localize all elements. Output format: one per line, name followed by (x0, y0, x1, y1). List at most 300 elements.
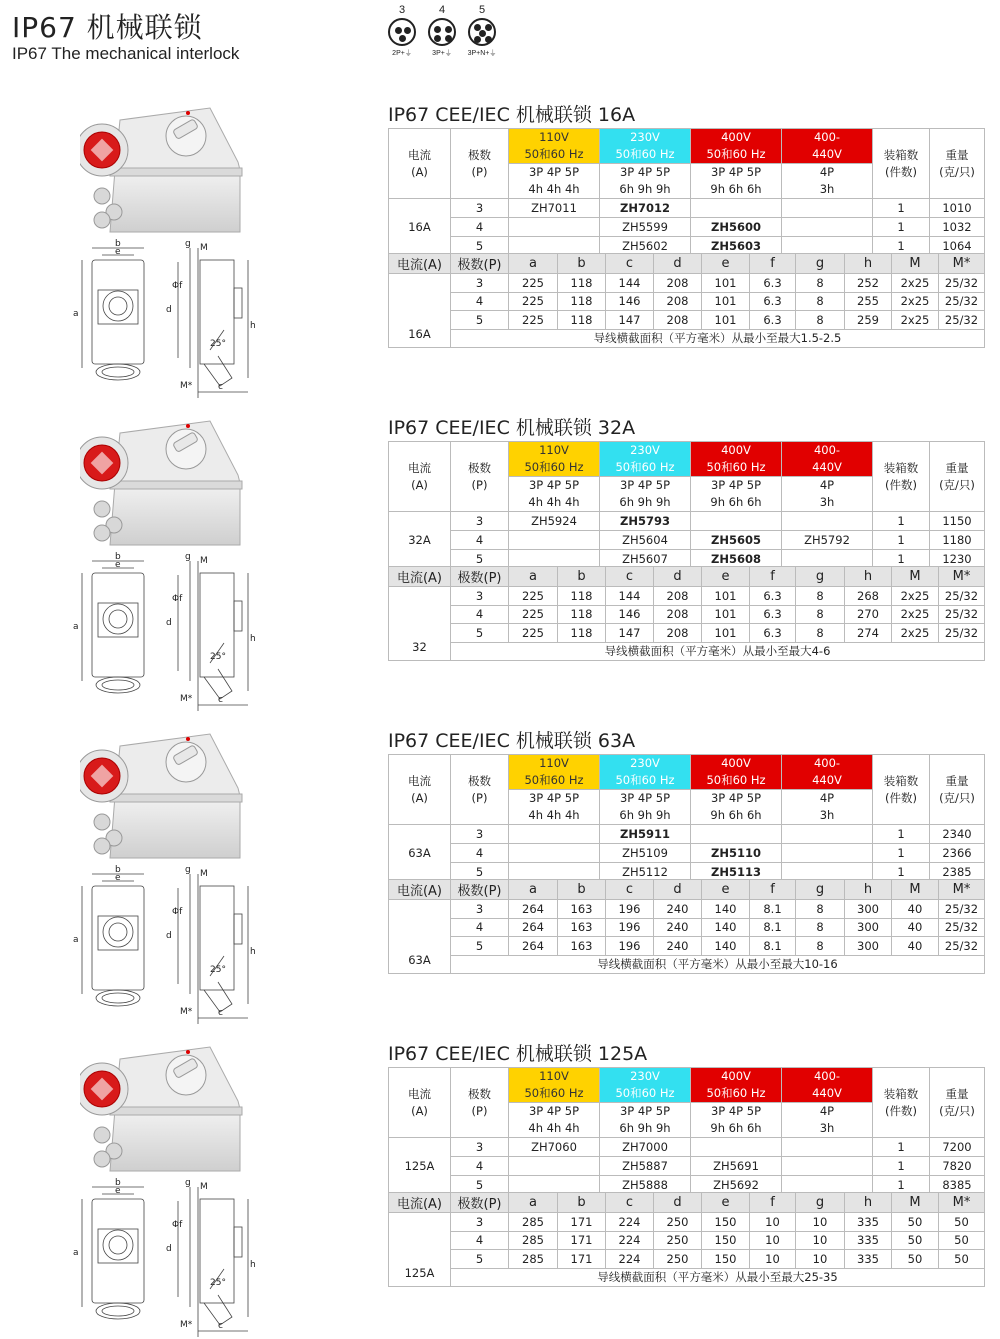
dim-value-c: 224 (606, 1213, 654, 1232)
poles-230: 3P 4P 5P 6h 9h 9h (600, 1103, 691, 1138)
dim-label-a: a (73, 309, 79, 319)
dim-poles-value: 5 (451, 311, 509, 330)
dim-value-g: 8 (796, 624, 845, 643)
model-400v (691, 199, 782, 218)
dim-label-b: b (115, 865, 121, 875)
dim-value-c: 147 (606, 311, 654, 330)
dimension-drawing (70, 238, 260, 398)
dim-label-m-star: M* (180, 1320, 193, 1330)
dim-poles-value: 5 (451, 624, 509, 643)
wire-cross-section: 导线横截面积（平方毫米）从最小至最大1.5-2.5 (451, 329, 985, 348)
dim-value-h: 335 (845, 1213, 892, 1232)
dim-col-c: c (606, 880, 654, 900)
dim-value-m-star: 25/32 (939, 624, 985, 643)
weight-value: 7200 (930, 1138, 985, 1157)
wire-cross-section: 导线横截面积（平方毫米）从最小至最大25-35 (451, 1268, 985, 1287)
dim-value-f: 8.1 (750, 918, 796, 937)
dim-label-c: c (218, 695, 223, 705)
dim-value-e: 150 (702, 1213, 750, 1232)
current-value: 63A (389, 825, 451, 882)
box-qty-value: 1 (873, 218, 930, 237)
dimension-row (389, 900, 985, 919)
dim-value-e: 140 (702, 937, 750, 956)
dim-value-b: 171 (558, 1231, 606, 1250)
section-title: IP67 CEE/IEC 机械联锁 63A (388, 730, 636, 752)
dim-col-e: e (702, 567, 750, 587)
dim-col-h: h (845, 880, 892, 900)
model-400v: ZH5603 (691, 237, 782, 256)
dim-poles-value: 4 (451, 918, 509, 937)
dim-col-a: a (509, 880, 558, 900)
dim-value-m-star: 25/32 (939, 605, 985, 624)
dim-value-m: 40 (892, 937, 939, 956)
dim-value-h: 268 (845, 587, 892, 606)
dim-value-b: 118 (558, 605, 606, 624)
poles-value: 4 (451, 1157, 509, 1176)
weight-value: 7820 (930, 1157, 985, 1176)
dim-value-m-star: 50 (939, 1231, 985, 1250)
dim-value-c: 146 (606, 292, 654, 311)
dim-value-b: 118 (558, 587, 606, 606)
dim-col-m: M (892, 254, 939, 274)
dim-value-g: 8 (796, 292, 845, 311)
pin-config-3 (385, 4, 419, 58)
dim-label-m: M (200, 556, 208, 566)
dim-value-m: 2x25 (892, 311, 939, 330)
dim-value-m: 50 (892, 1213, 939, 1232)
dim-value-m: 2x25 (892, 274, 939, 293)
dim-col-m: M (892, 880, 939, 900)
model-440v (782, 844, 873, 863)
dim-value-d: 240 (654, 937, 702, 956)
dim-value-m: 40 (892, 900, 939, 919)
model-230v: ZH5599 (600, 218, 691, 237)
dim-value-a: 285 (509, 1213, 558, 1232)
dim-poles-value: 4 (451, 605, 509, 624)
dim-label-m-star: M* (180, 381, 193, 391)
dim-value-c: 224 (606, 1231, 654, 1250)
model-row (389, 512, 985, 531)
dim-col-g: g (796, 1193, 845, 1213)
weight-value: 1010 (930, 199, 985, 218)
model-table (388, 128, 985, 256)
poles-value: 5 (451, 550, 509, 569)
product-image (80, 726, 250, 866)
weight-value: 1150 (930, 512, 985, 531)
dimension-row (389, 624, 985, 643)
dim-col-h: h (845, 254, 892, 274)
dimension-table (388, 879, 985, 974)
poles-header: 极数 (P) (451, 1068, 509, 1138)
dim-value-f: 6.3 (750, 292, 796, 311)
voltage-110-header: 110V 50和60 Hz (509, 1068, 600, 1103)
dim-label-angle: 25° (210, 965, 226, 975)
dimension-row (389, 1213, 985, 1232)
dim-label-phi-f: Φf (172, 281, 183, 291)
dim-current-header: 电流(A) (389, 567, 451, 587)
box-qty-header: 装箱数 (件数) (873, 129, 930, 199)
dim-label-a: a (73, 935, 79, 945)
dim-value-e: 101 (702, 587, 750, 606)
poles-value: 5 (451, 863, 509, 882)
dim-col-b: b (558, 880, 606, 900)
model-row (389, 218, 985, 237)
dim-label-a: a (73, 622, 79, 632)
dim-value-a: 225 (509, 274, 558, 293)
dim-value-a: 285 (509, 1231, 558, 1250)
product-section-32a (0, 413, 1000, 713)
dimension-table (388, 253, 985, 348)
weight-value: 1032 (930, 218, 985, 237)
dim-value-f: 10 (750, 1231, 796, 1250)
dim-poles-value: 3 (451, 274, 509, 293)
dim-value-b: 118 (558, 292, 606, 311)
dim-label-g: g (185, 239, 191, 249)
dim-poles-header: 极数(P) (451, 880, 509, 900)
dim-value-f: 10 (750, 1213, 796, 1232)
dim-value-c: 224 (606, 1250, 654, 1269)
pin-label: 3P+⏚ (432, 50, 452, 57)
voltage-230-header: 230V 50和60 Hz (600, 1068, 691, 1103)
dim-value-b: 118 (558, 624, 606, 643)
dim-value-a: 264 (509, 900, 558, 919)
model-230v: ZH5607 (600, 550, 691, 569)
dimension-row (389, 1250, 985, 1269)
model-110v (509, 844, 600, 863)
dim-value-d: 240 (654, 900, 702, 919)
dim-label-m: M (200, 869, 208, 879)
dim-value-g: 8 (796, 605, 845, 624)
socket-4pin-icon (428, 18, 456, 46)
model-400v: ZH5605 (691, 531, 782, 550)
box-qty-value: 1 (873, 199, 930, 218)
model-400v (691, 1138, 782, 1157)
dim-label-m-star: M* (180, 694, 193, 704)
dim-col-g: g (796, 254, 845, 274)
model-440v (782, 512, 873, 531)
dim-value-m: 2x25 (892, 587, 939, 606)
product-image (80, 1039, 250, 1179)
dim-col-c: c (606, 254, 654, 274)
voltage-400-header: 400V 50和60 Hz (691, 129, 782, 164)
model-400v: ZH5608 (691, 550, 782, 569)
dim-current-value: 63A (389, 900, 451, 974)
dim-col-m-star: M* (939, 1193, 985, 1213)
dim-poles-header: 极数(P) (451, 254, 509, 274)
dimension-drawing (70, 551, 260, 711)
dim-value-m-star: 25/32 (939, 274, 985, 293)
box-qty-value: 1 (873, 1176, 930, 1195)
model-110v (509, 825, 600, 844)
model-440v (782, 1157, 873, 1176)
dim-value-m: 2x25 (892, 292, 939, 311)
dim-value-b: 171 (558, 1213, 606, 1232)
dim-value-d: 208 (654, 605, 702, 624)
voltage-230-header: 230V 50和60 Hz (600, 755, 691, 790)
poles-header: 极数 (P) (451, 442, 509, 512)
voltage-230-header: 230V 50和60 Hz (600, 442, 691, 477)
dim-value-a: 264 (509, 937, 558, 956)
voltage-110-header: 110V 50和60 Hz (509, 755, 600, 790)
dim-label-angle: 25° (210, 339, 226, 349)
dim-value-b: 118 (558, 274, 606, 293)
dim-current-header: 电流(A) (389, 880, 451, 900)
dim-label-d: d (166, 305, 172, 315)
dim-value-e: 140 (702, 900, 750, 919)
poles-value: 5 (451, 1176, 509, 1195)
dim-col-a: a (509, 567, 558, 587)
weight-header: 重量 (克/只) (930, 129, 985, 199)
dim-label-b: b (115, 552, 121, 562)
dimension-row (389, 918, 985, 937)
model-row (389, 844, 985, 863)
dim-value-g: 10 (796, 1250, 845, 1269)
box-qty-value: 1 (873, 1157, 930, 1176)
dim-value-g: 8 (796, 311, 845, 330)
dim-value-g: 10 (796, 1213, 845, 1232)
box-qty-header: 装箱数 (件数) (873, 755, 930, 825)
poles-440: 4P 3h (782, 790, 873, 825)
model-table (388, 754, 985, 882)
box-qty-value: 1 (873, 844, 930, 863)
dim-value-b: 163 (558, 918, 606, 937)
box-qty-value: 1 (873, 863, 930, 882)
model-230v: ZH5604 (600, 531, 691, 550)
dim-value-d: 250 (654, 1231, 702, 1250)
current-value: 32A (389, 512, 451, 569)
dim-current-header: 电流(A) (389, 254, 451, 274)
weight-value: 2385 (930, 863, 985, 882)
dim-label-g: g (185, 552, 191, 562)
dim-value-e: 140 (702, 918, 750, 937)
model-400v: ZH5600 (691, 218, 782, 237)
dim-value-m-star: 25/32 (939, 937, 985, 956)
poles-230: 3P 4P 5P 6h 9h 9h (600, 477, 691, 512)
poles-110: 3P 4P 5P 4h 4h 4h (509, 1103, 600, 1138)
dim-value-b: 118 (558, 311, 606, 330)
model-400v: ZH5110 (691, 844, 782, 863)
product-section-63a (0, 726, 1000, 1026)
dim-value-c: 196 (606, 937, 654, 956)
voltage-400-header: 400V 50和60 Hz (691, 755, 782, 790)
dim-label-e: e (115, 247, 121, 257)
dim-value-a: 225 (509, 624, 558, 643)
model-row (389, 531, 985, 550)
dim-col-e: e (702, 254, 750, 274)
dim-poles-value: 5 (451, 1250, 509, 1269)
dim-value-d: 250 (654, 1213, 702, 1232)
model-230v: ZH5602 (600, 237, 691, 256)
dim-col-f: f (750, 567, 796, 587)
current-value: 125A (389, 1138, 451, 1195)
poles-value: 4 (451, 218, 509, 237)
dim-value-e: 101 (702, 605, 750, 624)
model-400v: ZH5113 (691, 863, 782, 882)
model-table (388, 441, 985, 569)
dimension-row (389, 937, 985, 956)
dim-value-h: 255 (845, 292, 892, 311)
dim-label-m: M (200, 243, 208, 253)
dim-value-b: 171 (558, 1250, 606, 1269)
pin-label: 2P+⏚ (392, 50, 412, 57)
model-230v: ZH7012 (600, 199, 691, 218)
dim-value-m-star: 25/32 (939, 311, 985, 330)
dim-col-g: g (796, 567, 845, 587)
dim-value-e: 101 (702, 311, 750, 330)
pin-config-5 (465, 4, 499, 58)
model-110v: ZH7060 (509, 1138, 600, 1157)
dim-value-d: 208 (654, 274, 702, 293)
weight-value: 1180 (930, 531, 985, 550)
dim-col-e: e (702, 1193, 750, 1213)
product-section-125a (0, 1039, 1000, 1339)
dim-col-f: f (750, 254, 796, 274)
voltage-440-header: 400- 440V (782, 1068, 873, 1103)
voltage-110-header: 110V 50和60 Hz (509, 442, 600, 477)
dim-value-h: 300 (845, 937, 892, 956)
dim-value-m-star: 25/32 (939, 900, 985, 919)
dim-value-f: 6.3 (750, 587, 796, 606)
section-title: IP67 CEE/IEC 机械联锁 16A (388, 104, 636, 126)
dim-value-h: 259 (845, 311, 892, 330)
model-440v (782, 218, 873, 237)
dim-poles-value: 4 (451, 1231, 509, 1250)
poles-value: 3 (451, 1138, 509, 1157)
dim-label-d: d (166, 1244, 172, 1254)
dim-col-d: d (654, 880, 702, 900)
model-400v: ZH5692 (691, 1176, 782, 1195)
dim-value-m-star: 50 (939, 1213, 985, 1232)
dim-label-h: h (250, 947, 256, 957)
wire-row (389, 329, 985, 348)
dim-value-e: 101 (702, 274, 750, 293)
dimension-row (389, 605, 985, 624)
dim-value-c: 196 (606, 918, 654, 937)
box-qty-header: 装箱数 (件数) (873, 1068, 930, 1138)
dim-label-phi-f: Φf (172, 594, 183, 604)
dim-value-f: 6.3 (750, 274, 796, 293)
dim-value-h: 274 (845, 624, 892, 643)
dim-value-g: 8 (796, 937, 845, 956)
dimension-row (389, 292, 985, 311)
product-image (80, 413, 250, 553)
dim-value-f: 8.1 (750, 900, 796, 919)
dim-value-b: 163 (558, 937, 606, 956)
wire-cross-section: 导线横截面积（平方毫米）从最小至最大4-6 (451, 642, 985, 661)
dim-label-h: h (250, 1260, 256, 1270)
dim-label-e: e (115, 560, 121, 570)
dim-poles-value: 3 (451, 1213, 509, 1232)
socket-3pin-icon (388, 18, 416, 46)
weight-header: 重量 (克/只) (930, 755, 985, 825)
dim-value-m-star: 25/32 (939, 587, 985, 606)
poles-value: 4 (451, 844, 509, 863)
dim-value-m-star: 25/32 (939, 292, 985, 311)
page-subtitle: IP67 The mechanical interlock (12, 44, 240, 63)
current-header: 电流 (A) (389, 442, 451, 512)
dim-label-h: h (250, 321, 256, 331)
weight-header: 重量 (克/只) (930, 1068, 985, 1138)
dim-value-g: 8 (796, 900, 845, 919)
poles-header: 极数 (P) (451, 755, 509, 825)
model-440v (782, 1138, 873, 1157)
pin-count: 3 (398, 4, 406, 16)
box-qty-value: 1 (873, 825, 930, 844)
dim-value-m: 50 (892, 1250, 939, 1269)
pin-label: 3P+N+⏚ (467, 50, 497, 57)
pin-count: 4 (438, 4, 446, 16)
dim-col-b: b (558, 567, 606, 587)
model-110v (509, 531, 600, 550)
wire-row (389, 955, 985, 974)
dim-label-b: b (115, 1178, 121, 1188)
poles-230: 3P 4P 5P 6h 9h 9h (600, 790, 691, 825)
dim-col-a: a (509, 254, 558, 274)
pin-count: 5 (478, 4, 486, 16)
poles-440: 4P 3h (782, 477, 873, 512)
poles-value: 3 (451, 512, 509, 531)
dim-value-a: 264 (509, 918, 558, 937)
poles-400: 3P 4P 5P 9h 6h 6h (691, 1103, 782, 1138)
dim-col-g: g (796, 880, 845, 900)
dim-label-e: e (115, 873, 121, 883)
socket-5pin-icon (468, 18, 496, 46)
dim-label-a: a (73, 1248, 79, 1258)
wire-row (389, 1268, 985, 1287)
section-title: IP67 CEE/IEC 机械联锁 32A (388, 417, 636, 439)
voltage-440-header: 400- 440V (782, 129, 873, 164)
voltage-400-header: 400V 50和60 Hz (691, 442, 782, 477)
dimension-table (388, 566, 985, 661)
dim-col-h: h (845, 1193, 892, 1213)
poles-value: 3 (451, 199, 509, 218)
box-qty-value: 1 (873, 237, 930, 256)
dim-value-a: 225 (509, 587, 558, 606)
dim-value-a: 225 (509, 311, 558, 330)
dim-value-d: 208 (654, 624, 702, 643)
poles-230: 3P 4P 5P 6h 9h 9h (600, 164, 691, 199)
dim-poles-header: 极数(P) (451, 567, 509, 587)
dim-poles-value: 3 (451, 900, 509, 919)
dim-value-m: 2x25 (892, 605, 939, 624)
dim-value-h: 252 (845, 274, 892, 293)
poles-440: 4P 3h (782, 1103, 873, 1138)
model-row (389, 199, 985, 218)
poles-110: 3P 4P 5P 4h 4h 4h (509, 164, 600, 199)
model-110v: ZH7011 (509, 199, 600, 218)
dim-value-c: 147 (606, 624, 654, 643)
box-qty-value: 1 (873, 531, 930, 550)
dim-value-h: 300 (845, 918, 892, 937)
dim-label-phi-f: Φf (172, 1220, 183, 1230)
current-header: 电流 (A) (389, 129, 451, 199)
dim-col-b: b (558, 1193, 606, 1213)
poles-400: 3P 4P 5P 9h 6h 6h (691, 790, 782, 825)
dim-value-a: 225 (509, 292, 558, 311)
dim-label-c: c (218, 1321, 223, 1331)
dim-label-d: d (166, 931, 172, 941)
poles-value: 5 (451, 237, 509, 256)
dimension-drawing (70, 1177, 260, 1337)
dim-label-g: g (185, 1178, 191, 1188)
voltage-440-header: 400- 440V (782, 755, 873, 790)
weight-value: 1064 (930, 237, 985, 256)
dim-current-value: 125A (389, 1213, 451, 1287)
dim-poles-value: 5 (451, 937, 509, 956)
weight-value: 2366 (930, 844, 985, 863)
dim-value-d: 250 (654, 1250, 702, 1269)
dim-value-m: 40 (892, 918, 939, 937)
